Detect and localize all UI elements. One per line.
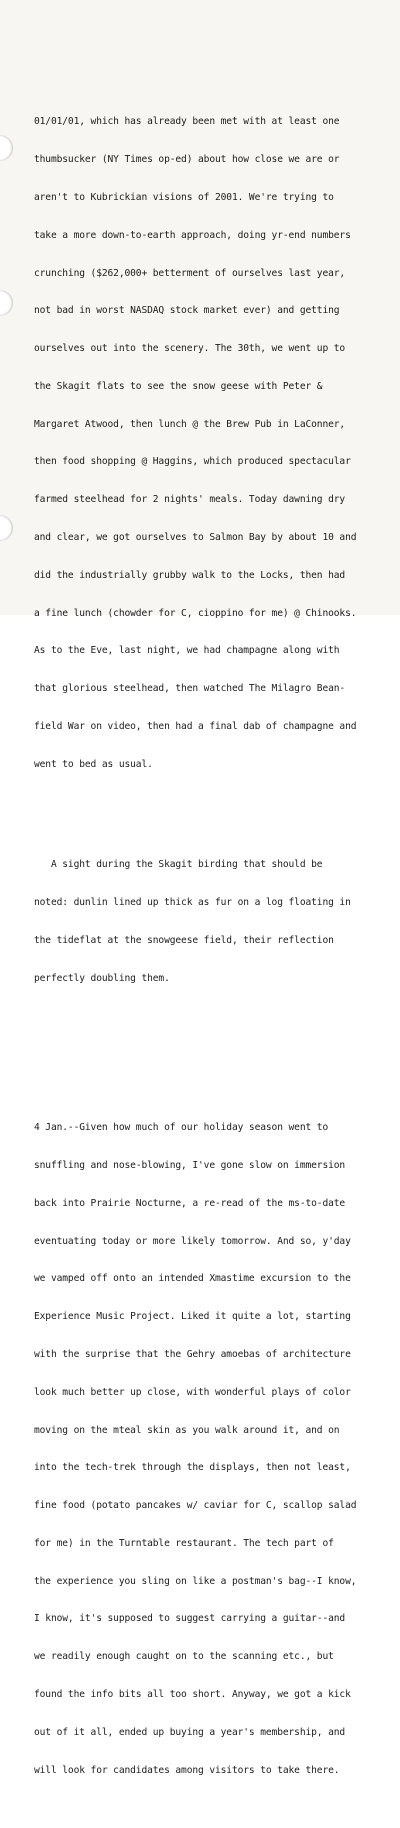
typewritten-text [34,66,390,1828]
text-line: Experience Music Project. Liked it quite a lot, starting [34,1311,351,1323]
text-line: and clear, we got ourselves to Salmon Bay by about 10 and [34,531,357,543]
text-line: did the industrially grubby walk to the Locks, then had [34,569,346,581]
text-line: the Skagit flats to see the snow geese with Peter & [34,380,323,392]
text-line: for me) in the Turntable restaurant. The tech part of [34,1537,334,1549]
paragraph-dunlin [34,834,390,1010]
text-line: fine food (potato pancakes w/ caviar for C, scallop salad [34,1500,357,1512]
text-line: farmed steelhead for 2 nights' meals. Today dawning dry [34,494,346,506]
text-line: went to bed as usual. [34,758,153,770]
text-line: Margaret Atwood, then lunch @ the Brew Pub in LaConner, [34,418,346,430]
paragraph-new-year [34,91,390,796]
text-line: aren't to Kubrickian visions of 2001. We're trying to [34,191,334,203]
text-line: 01/01/01, which has already been met with at least one [34,116,340,128]
text-line: not bad in worst NASDAQ stock market ever) and getting [34,305,340,317]
text-line: will look for candidates among visitors to take there. [34,1764,340,1776]
punch-hole [0,290,13,316]
text-line: A sight during the Skagit birding that should be [34,859,323,871]
text-line: eventuating today or more likely tomorrow. And so, y'day [34,1235,351,1247]
text-line: crunching ($262,000+ betterment of ourselves last year, [34,267,346,279]
text-line: take a more down-to-earth approach, doing yr-end numbers [34,229,351,241]
text-line: noted: dunlin lined up thick as fur on a log floating in [34,897,351,909]
text-line: thumbsucker (NY Times op-ed) about how close we are or [34,154,340,166]
text-line: into the tech-trek through the displays, then not least, [34,1462,351,1474]
paragraph-jan-4 [34,1097,390,1802]
paragraph-gap [34,1048,390,1059]
text-line: field War on video, then had a final dab of champagne and [34,720,357,732]
text-line: a fine lunch (chowder for C, cioppino for me) @ Chinooks. [34,607,357,619]
text-line: 4 Jan.--Given how much of our holiday season went to [34,1122,329,1134]
text-line: out of it all, ended up buying a year's membership, and [34,1726,346,1738]
text-line: perfectly doubling them. [34,972,170,984]
text-line: As to the Eve, last night, we had champagne along with [34,645,340,657]
text-line: back into Prairie Nocturne, a re-read of the ms-to-date [34,1197,346,1209]
text-line: moving on the mteal skin as you walk around it, and on [34,1424,340,1436]
text-line: then food shopping @ Haggins, which produced spectacular [34,456,351,468]
text-line: the tideflat at the snowgeese field, their reflection [34,934,334,946]
punch-hole [0,135,13,161]
text-line: found the info bits all too short. Anyway, we got a kick [34,1689,351,1700]
text-line: with the surprise that the Gehry amoebas of architecture [34,1348,351,1360]
text-line: look much better up close, with wonderful plays of color [34,1386,351,1398]
punch-hole [0,515,13,541]
text-line: I know, it's supposed to suggest carrying a guitar--and [34,1613,346,1625]
text-line: that glorious steelhead, then watched The Milagro Bean- [34,683,346,695]
text-line: we vamped off onto an intended Xmastime excursion to the [34,1273,351,1285]
text-line: we readily enough caught on to the scanning etc., but [34,1651,334,1663]
text-line: snuffling and nose-blowing, I've gone slow on immersion [34,1160,346,1172]
text-line: the experience you sling on like a postman's bag--I know, [34,1575,357,1587]
text-line: ourselves out into the scenery. The 30th, we went up to [34,343,346,355]
